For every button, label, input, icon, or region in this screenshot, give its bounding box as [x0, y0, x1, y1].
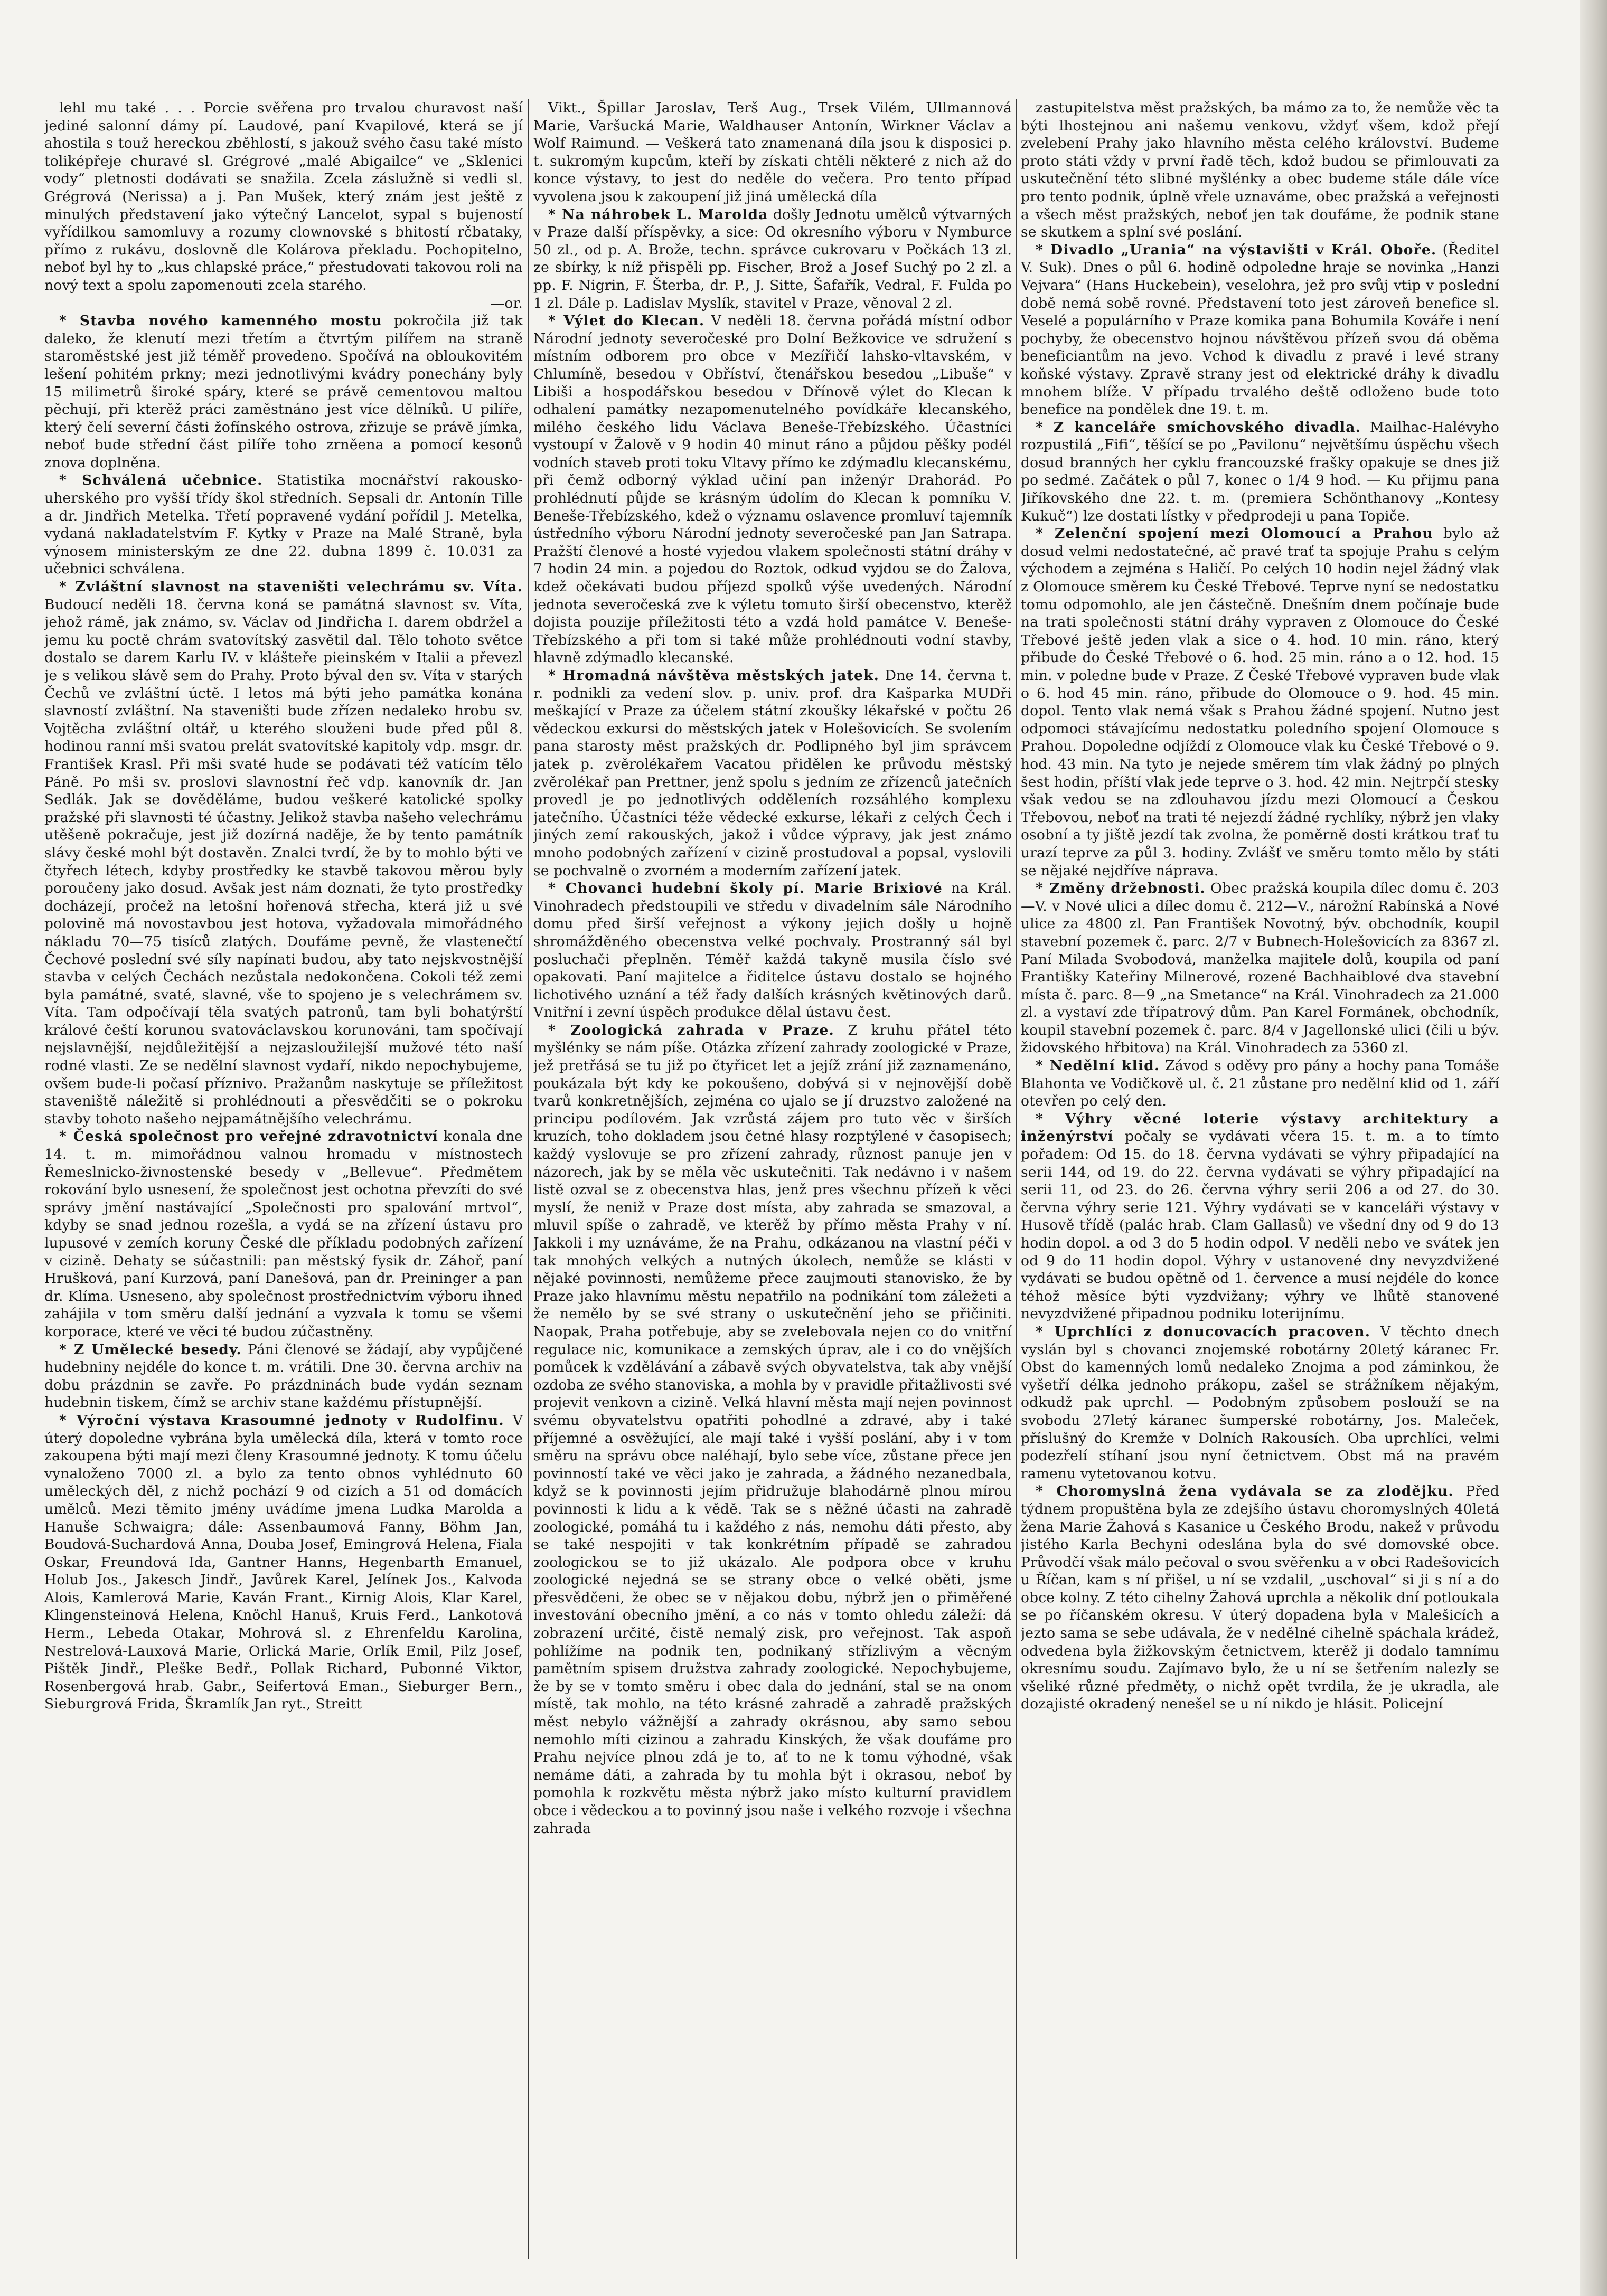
article-heading: * Zoologická zahrada v Praze.	[548, 1022, 834, 1038]
article-heading: * Choromyslná žena vydávala se za zlodějku.	[1036, 1483, 1454, 1500]
article-3-6	[1021, 1057, 1499, 1110]
article-2-5	[533, 880, 1012, 1022]
article-text: počaly se vydávati včera 15. t. m. a to tímto pořadem: Od 15. do 18. června vydávati se výhry připadající na serii 144, od 19. do 22. června vydávati se výhry připadající na serii 11, od 23. do 26. června výhry serii 206 a od 27. do 30. června výhry serie 121. Výhry vydávati se v kanceláři výstavy v Husově třídě (palác hrab. Clam Gallasů) ve všední dny od 9 do 13 hodin dopol. a od 3 do 5 hodin odpol. V neděli nebo ve svátek jen od 9 do 11 hodin dopol. Výhry v ustanovené dny nevyzdvižené vydávati se budou opětně od 1. července a musí nejdéle do konce téhož měsíce býti vyzdvižany; výhry ve lhůtě stanovené nevyzdvižené připadnou podniku loterijnímu.	[1021, 1128, 1499, 1322]
article-2-1	[533, 99, 1012, 206]
article-heading: * Z kanceláře smíchovského divadla.	[1036, 419, 1361, 436]
article-text: bylo až dosud velmi nedostatečné, ač pravé trať ta spojuje Prahu s celým východem a zejména s Haličí. Po celých 10 hodin nejel žádný vlak z Olomouce směrem ku České Třebové. Teprve nyní se nedostatku tomu odpomohlo, ale jen částečně. Dnešním dnem počínaje bude na trati společnosti státní dráhy vypraven z Olomouce do České Třebové ještě jeden vlak a sice o 4. hod. 10 min. ráno, který přibude do České Třebové o 6. hod. 25 min. ráno a o 12. hod. 15 min. v poledne bude v Praze. Z České Třebové vypraven bude vlak o 6. hod 45 min. ráno, přibude do Olomouce o 9. hod. 45 min. dopol. Tento vlak nemá však s Prahou žádné spojení. Nutno jest odpomoci stávajícímu nedostatku poledního spojení Olomouce s Prahou. Dopoledne odjíždí z Olomouce vlak ku České Třebové o 9. hod. 43 min. Na tyto je nejede směrem tím vlak žádný po plných šest hodin, příští vlak jede teprve o 3. hod. 42 min. Nejtrpčí stesky však vedou se na zdlouhavou jízdu mezi Olomoucí a Českou Třebovou, neboť na trati té nejezdí žádné rychlíky, nýbrž jen vlaky osobní a ty jiště jezdí tak zvolna, že poměrně dosti krátkou trať tu urazí teprve za půl 3. hodiny. Zvlášť ve směru tomto mělo by státi se nějaké nejdříve náprava.	[1021, 525, 1499, 879]
article-text: Mailhac-Halévyho rozpustilá „Fifi“, těšící se po „Pavilonu“ největšímu úspěchu všech dosud branných her cyklu francouzské frašky opakuje se dnes již po sedmé. Začátek o půl 7, konec o 1/4 9 hod. — Ku přijmu pana Jiříkovského dne 22. t. m. (premiera Schönthanovy „Kontesy Kukuč“) lze dostati lístky v předprodeji u pana Topiče.	[1021, 419, 1499, 524]
article-text: lehl mu také . . . Porcie svěřena pro trvalou churavost naší jediné salonní dámy pí. Laudové, paní Kvapilové, která se jí ahostila s touž hereckou zběhlostí, s jakouž svého času také místo toliképřeje churavé sl. Grégrové „malé Abigailce“ ve „Sklenici vody“ pletnosti dodávati se snažila. Zcela záslužně si vedli sl. Grégrová (Nerissa) a j. Pan Mušek, který znám jest ještě z minulých představení jako výtečný Lancelot, sypal s bujeností vyřídilkou samomluvy a rozumy clownovské s bhitostí rčbataky, přímo z rukávu, doslovně dle Kolárova překladu. Pochopitelno, neboť byl hy to „kus chlapské práce,“ přestudovati takovou roli na nový text a spolu zapomenouti zcela starého.	[44, 100, 523, 294]
article-2-6	[533, 1022, 1012, 1837]
column-2	[533, 99, 1012, 2259]
article-heading: * Hromadná návštěva městských jatek.	[548, 667, 880, 684]
article-text: Před týdnem propuštěna byla ze zdejšího ústavu choromyslných 40letá žena Marie Žahová s Kasanice u Českého Brodu, nakež v průvodu jistého Karla Bechyni odeslána byla do své domovské obce. Průvodčí však málo pečoval o svou svěřenku a v obci Radešovicích u Říčan, kam s ní přišel, u ní se vzdalil, „uschoval“ si ji s ní a do obce kolny. Z této cihelny Žahová uprchla a několik dní potloukala se po říčanském okresu. V úterý dopadena byla v Malešicích a jezto sama se sebe udávala, že v nedělné cihelně spáchala krádež, odvedena byla žižkovským četnictvem, kterěž ji dodalo tamnímu okresnímu soudu. Zajímavo bylo, že u ní se šetřením nalezly se všeliké různé předměty, o nichž opět tvrdila, že je ukradla, ale dozajisté okradený nenešel se u ní nikdo je hlásit. Policejní	[1021, 1483, 1499, 1713]
column-divider	[528, 99, 529, 2259]
article-1-5	[44, 1128, 523, 1340]
article-text: zastupitelstva měst pražských, ba mámo za to, že nemůže věc ta býti lhostejnou ani našemu venkovu, vždyť všem, kdož přejí zvelebení Prahy jako hlavního města celého království. Budeme proto státi vždy v první řadě těch, kdož budou se přimlouvati za uskutečnění této slibné myšlénky a obec budeme stále dále více pro tento podnik, úplně vřele uznaváme, obec pražská a veřejnosti a všech měst pražských, neboť jen tak doufáme, že podnik stane se skutkem a splní své poslání.	[1021, 100, 1499, 241]
article-1-3	[44, 471, 523, 578]
article-2-2	[533, 206, 1012, 313]
article-text: Budoucí neděli 18. června koná se památná slavnost sv. Víta, jehož rámě, jak známo, sv. Václav od Jindřicha I. darem obdržel a jemu ku poctě chrám svatovítský zasvětil dal. Tělo tohoto světce dostalo se darem Karlu IV. v klášteře pieinském v Italii a převezl je s velikou slávě sem do Prahy. Proto býval den sv. Víta v starých Čechů ve zvláštní úctě. I letos má býti jeho památka konána slavností zvláštní. Na staveništi bude zřízen nedaleko hrobu sv. Vojtěcha zvláštní oltář, u kterého slouženi bude před půl 8. hodinou ranní mši svatou prelát svatovítské kapitoly vdp. msgr. dr. František Krasl. Při mši svaté hude se podávati též vatícím tělo Páně. Po mši sv. proslovi slavnostní řeč vdp. kanovník dr. Jan Sedlák. Jak se dověděláme, budou veškeré katolické spolky pražské při slavnosti té účastny. Jelikož stavba našeho velechrámu utěšeně pokračuje, jest již dozírná naděje, že by tento památník slávy české mohl být dostavěn. Znalci tvrdí, že by to mohlo býti ve čtyřech létech, kdyby prostředky ke stavbě takovou měrou byly poroučeny jako dosud. Avšak jest nám doznati, že tyto prostředky docházejí, pročež na letošní hořenová střecha, která již u své polovině má novostavbou jest hotova, vyžadovala mimořádného nákladu 70—75 tisíců zlatých. Doufáme pevně, že vlastenečtí Čechové poslední své síly napínati budou, aby tato nejskvostnější stavba v celých Čechách nezůstala nedokončena. Cokoli též zemi byla památné, svaté, slavné, vše to spojeno je s velechrámem sv. Víta. Tam odpočívají těla svatých patronů, tam byli bohatýrští králové čeští korunou svatováclavskou korunováni, tam spočívají nejslavnější, nejdůležitější a nejzasloužilejší mužové této naší rodné vlasti. Ze se nedělní slavnost vydaří, nikdo nepochybujeme, ovšem bude-li počasí příznivo. Pražanům naskytuje se příležitost staveniště náležitě si prohlédnouti a přesvědčiti se o pokroku stavby tohoto našeho nejpamátnějšího velechrámu.	[44, 596, 523, 1127]
article-heading: * Na náhrobek L. Marolda	[548, 206, 768, 223]
article-1-6	[44, 1341, 523, 1412]
article-3-8	[1021, 1323, 1499, 1482]
article-heading: * Nedělní klid.	[1036, 1057, 1160, 1074]
article-heading: * Výlet do Klecan.	[548, 313, 705, 329]
article-heading: * Výroční výstava Krasoumné jednoty v Rudolfinu.	[59, 1412, 504, 1429]
article-heading: * Divadlo „Urania“ na výstavišti v Král. Oboře.	[1036, 241, 1437, 258]
article-text: Obec pražská koupila dílec domu č. 203—V. v Nové ulici a dílec domu č. 212—V., nárožní Rabínská a Nové ulice za 4800 zl. Pan František Novotný, býv. obchodník, koupil stavební pozemek č. parc. 2/7 v Bubnech-Holešovicích za 8367 zl. Paní Milada Svobodová, manželka majitele dolů, koupila od paní Františky Kateřiny Milnerové, rozené Bachhaiblové dva stavební místa č. parc. 8—9 „na Smetance“ na Král. Vinohradech za 21.000 zl. a vystaví zde třípatrový dům. Pan Karel Formánek, obchodník, koupil stavební pozemek č. parc. 8/4 v Jagellonské ulici (čili u býv. židovského hřbitova) na Král. Vinohradech za 5360 zl.	[1021, 880, 1499, 1056]
article-1-4	[44, 578, 523, 1128]
article-3-3	[1021, 419, 1499, 525]
article-heading: * Z Umělecké besedy.	[59, 1341, 242, 1358]
article-heading: * Schválená učebnice.	[59, 472, 263, 489]
article-text: V úterý dopoledne vybrána byla umělecká díla, která v tomto roce zakoupena býti mají mezi členy Krasoumné jednoty. K tomu účelu vynaloženo 7000 zl. a bylo za tento obnos vyhlédnuto 60 uměleckých děl, z nichž pochází 9 od cizích a 51 od domácích umělců. Mezi těmito jmény uvádíme jmena Ludka Marolda a Hanuše Schwaigra; dále: Assenbaumová Fanny, Böhm Jan, Boudová-Suchardová Anna, Douba Josef, Emingrová Helena, Fiala Oskar, Freundová Ida, Gantner Hanns, Hegenbarth Emanuel, Holub Jos., Jakesch Jindř., Javůrek Karel, Jelínek Jos., Kalvoda Alois, Kamlerová Marie, Kaván Frant., Kirnig Alois, Klar Karel, Klingensteinová Helena, Knöchl Hanuš, Kruis Ferd., Lankotová Herm., Lebeda Otakar, Mohrová sl. z Ehrenfeldu Karolina, Nestrelová-Lauxová Marie, Orlická Marie, Orlík Emil, Pilz Josef, Pištěk Jindř., Pleške Bedř., Pollak Richard, Pubonné Viktor, Rosenbergová hrab. Gabr., Seifertová Eman., Sieburger Bern., Sieburgrová Frida, Škramlík Jan ryt., Streitt	[44, 1412, 523, 1713]
article-3-2	[1021, 241, 1499, 419]
article-text: V neděli 18. června pořádá místní odbor Národní jednoty severočeské pro Dolní Bežkovice ve sdružení s místním odborem pro obce v Mezířičí lahsko-vltavském, v Chlumíně, besedou v Obříství, čtenářskou besedou „Libuše“ v Libiši a hospodářskou besedou v Dřínově výlet do Klecan k odhalení památky nezapomenutelného povídkáře klecanského, milého českého lidu Václava Beneše-Třebízského. Účastníci vystoupí v Žalově v 9 hodin 40 minut ráno a půjdou pěšky podél vodních staveb proti toku Vltavy přímo ke zdýmadlu klecanskému, při čemž odborný výklad učiní pan inženýr Drahorád. Po prohlédnutí půjde se krásným údolím do Klecan k pomníku V. Beneše-Třebízského, kdež o významu oslavence promluví tajemník ústředního výboru Národní jednoty severočeské pan Jan Satrapa. Pražští členové a hosté vyjedou vlakem společnosti státní dráhy v 7 hodin 24 min. a pojedou do Roztok, odkud vyjdou se do Žalova, kdež očekávati budou příjezd spolků výše uvedených. Národní jednota severočeská zve k výletu tomuto širší obecenstvo, kterěž dojista pouzije příležitosti této a vzdá hold památce V. Beneše-Třebízského a při tom si také může prohlédnouti vodní stavby, hlavně zdýmadlo klecanské.	[533, 313, 1012, 666]
article-1-1	[44, 99, 523, 295]
article-text: došly Jednotu umělců výtvarných v Praze další příspěvky, a sice: Od okresního výboru v Nymburce 50 zl., od p. A. Brože, techn. správce cukrovaru v Počkách 13 zl. ze sbírky, k níž přispěli pp. Fischer, Brož a Josef Suchý po 2 zl. a pp. F. Nigrin, F. Šterba, dr. P., J. Sitte, Šafařík, Vedral, F. Fulda po 1 zl. Dále p. Ladislav Myslík, stavitel v Praze, věnoval 2 zl.	[533, 206, 1012, 311]
article-3-4	[1021, 525, 1499, 880]
article-text: (Ředitel V. Suk). Dnes o půl 6. hodině odpoledne hraje se novinka „Hanzi Vejvara“ (Hans Huckebein), veselohra, jež pro svůj vtip v poslední době nemá sobě rovné. Představení toto jest zároveň benefice sl. Veselé a populárního v Praze komika pana Bohumila Kováře i není pochyby, že obecenstvo hojnou návštěvou přízeň svou dá oběma beneficiantům na jevo. Vchod k divadlu z pravé i levé strany koňské výstavy. Zpravě strany jest od elektrické dráhy k divadlu mnohem blíže. V případu trvalého deště odloženo bude toto benefice na pondělek dne 19. t. m.	[1021, 241, 1499, 418]
article-text: pokročila již tak daleko, že klenutí mezi třetím a čtvrtým pilířem na straně staroměstské jest již téměř provedeno. Spočívá na obloukovitém lešení pohitém prkny; mezi jednotlivými kvádry ponechány byly 15 milimetrů široké spáry, které se právě cementovou maltou pěchují, při kterěž práci zaměstnáno jest více dělníků. U pilíře, který čelí severní části žofínského ostrova, zřizuje se právě jímka, neboť bude střední část pilíře toho zrněena a pomocí kesonů znova doplněna.	[44, 313, 523, 471]
article-text: Dne 14. června t. r. podnikli za vedení slov. p. univ. prof. dra Kašparka MUDři meškající v Praze za účelem státní zkoušky lékařské v počtu 26 vědeckou exkursi do městských jatek v Holešovicích. Se svolením pana starosty měst pražských dr. Podlipného byl jim správcem jatek p. zvěrolékařem Vacatou přidělen ke průvodu městský zvěrolékař pan Prettner, jenž spolu s jedním ze zřízenců jatečních provedl je po jednotlivých odděleních rozsáhlého komplexu jatečního. Účastníci téže vědecké exkurse, lékaři z celých Čech i jiných zemí rakouských, jakož i vůdce výpravy, jak jest známo mnoho podobných zařízení v cizině prostudoval a popsal, vyslovili se pochvalně o zvorném a moderním zařízení jatek.	[533, 667, 1012, 879]
article-1-7	[44, 1412, 523, 1713]
article-text: Páni členové se žádají, aby vypůjčené hudebniny nejdéle do konce t. m. vrátili. Dne 30. června archiv na dobu prázdnin se zavře. Po prázdninách bude vydán seznam hudebnin tiskem, čímž se archiv stane každému přístupnější.	[44, 1341, 523, 1411]
article-heading: * Uprchlíci z donucovacích pracoven.	[1036, 1323, 1371, 1340]
column-divider	[1016, 99, 1017, 2259]
article-text: Statistika mocnářství rakousko-uherského pro vyšší třídy škol středních. Sepsali dr. Antonín Tille a dr. Jindřich Metelka. Třetí popravené vydání pořídil J. Metelka, vydaná nakladatelstvím F. Kytky v Praze na Malé Straně, byla výnosem ministerským ze dne 22. dubna 1899 č. 10.031 za učebnici schválena.	[44, 472, 523, 578]
column-1	[44, 99, 523, 2259]
article-text: Vikt., Špillar Jaroslav, Terš Aug., Trsek Vilém, Ullmannová Marie, Varšucká Marie, Waldhauser Antonín, Wirkner Václav a Wolf Raimund. — Veškerá tato znamenaná díla jsou k disposici p. t. sukromým kupcům, kteří by získati chtěli některé z nich až do konce výstavy, to jest do neděle do večera. Pro tento případ vyvolena jsou k zakoupení již jiná umělecká díla	[533, 100, 1012, 205]
article-text: Z kruhu přátel této myšlénky se nám píše. Otázka zřízení zahrady zoologické v Praze, jež pretřásá se tu již po čtyřicet let a jejíž zrání již zaznamenáno, poukázala být kdy ke pokoušeno, dobývá si v nejnovější době tvarů konkretnějších, zejména co ujalo se jí druzstvo založené na principu podílovém. Jak vzrůstá zájem pro tuto věc v širších kruzích, toho dokladem jsou četné hlasy rozptýlené v časopisech; každý vyslovuje se pro zřízení zahrady, různost panuje jen v názorech, jak by se měla věc uskutečniti. Tak nedávno i v našem listě ozval se z obecenstva hlas, jenž pres všechnu přízeň k věci myslí, že neniž v Praze dost místa, aby zahrada se smazoval, a mluvil spíše o zahradě, ve kterěž by přímo města Prahy v ní. Jakkoli i my uznáváme, že na Prahu, odkázanou na vlastní péči v tak mnohých velkých a nutných úkolech, nemůže se klásti v nějaké povinnosti, nemůžeme přece zaujmouti stanovisko, že by Praze jako hlavnímu městu nepatřilo na podnikání tom záležeti a že nemělo by se své strany o uskutečnění jeho se přičiniti. Naopak, Praha potřebuje, aby se zvelebovala nejen co do vnitřní regulace nic, komunikace a zemských úprav, ale i co do vnějších pomůcek k vzdělávání a zábavě svých obyvatelstva, tak aby vnější ozdoba ze svého stanoviska, a mohla by v pravidle přitažlivosti své projevit venkovn a cizině. Velká hlavní města mají nejen povinnost svému obyvatelstvu opatřiti pohodlné a zdravé, aby i také příjemné a osvěžující, ale mají také i vyšší poslání, aby i v tom směru na správu obce naléhají, bylo sebe více, zůstane přece jen povinností také ve věci jako je zahrada, a žádného nezanedbala, když se k povinnosti jejím přidružuje blahodárně plnou mírou povinnosti k lidu a k vědě. Tak se s něžné účasti na zahradě zoologické, pomáhá tu i každého z nás, nemohu dáti přesto, aby se také nespojiti v tak konkrétním případě se zahradou zoologickou se to již ukázalo. Ale podpora obce v kruhu zoologické nejedná se se strany obce o velké oběti, jsme přesvědčeni, že obec se v nějakou dobu, nýbrž jen o přiměřené investování obecního jmění, a co nás v tomto ohledu záleží: dá zobrazení určité, čistě nemalý zisk, pro veřejnost. Tak aspoň pohlížíme na podnik ten, podnikaný střízlivým a věcným pamětním spisem družstva zahrady zoologické. Nepochybujeme, že by se v tomto směru i obec dala do jednání, stal se na onom místě, tak mohlo, na této krásné zahradě a zahradě pražských měst nebylo vážnější a zahrady okrásnou, aby samo sebou nemohlo míti cizinou a zahradu Kinských, že však doufáme pro Prahu nejvíce plnou zdá je to, ať to ne k tomu výhodné, však nemáme dáti, a zahrada by tu mohla být i okrasou, neboť by pomohla k rozkvětu města nýbrž jako místo kulturní pravidlem obce i vědeckou a to povinný jsou naše i velkého rozvoje i všechna zahrada	[533, 1022, 1012, 1837]
article-heading: * Stavba nového kamenného mostu	[59, 313, 382, 329]
article-2-4	[533, 667, 1012, 880]
article-heading: * Chovanci hudební školy pí. Marie Brixiové	[548, 880, 943, 897]
page-binding-edge	[1580, 0, 1607, 2296]
article-2-3	[533, 312, 1012, 667]
article-heading: * Změny držebnosti.	[1036, 880, 1206, 897]
article-heading: * Výhry věcné loterie výstavy architektury a inženýrství	[1021, 1110, 1499, 1145]
article-heading: * Zvláštní slavnost na staveništi velechrámu sv. Víta.	[59, 579, 523, 596]
article-signature: —or.	[490, 295, 523, 311]
article-text: konala dne 14. t. m. mimořádnou valnou hromadu v místnostech Řemeslnicko-živnostenské besedy v „Bellevue“. Předmětem rokování bylo usnesení, že společnost jest ochotna převzíti do své správy jmění nastávající „Společnosti pro spalování mrtvol“, kdyby se snad jednou rozešla, a vydá se na zřízení ústavu pro lupusové v zemích koruny České dle příkladu podobných zařízení v cizině. Dehaty se súčastnili: pan městský fysik dr. Záhoř, paní Hrušková, paní Kurzová, paní Danešová, pan dr. Preininger a pan dr. Klíma. Usneseno, aby společnost prostřednictvím výboru ihned zahájila v tom směru další jednání a vyzvala k tomu se všemi korporace, které ve věci té budou zúčastněny.	[44, 1128, 523, 1340]
article-heading: * Česká společnost pro veřejné zdravotnictví	[59, 1128, 439, 1145]
article-heading: * Zelenční spojení mezi Olomoucí a Prahou	[1036, 525, 1433, 542]
article-3-7	[1021, 1110, 1499, 1323]
column-3	[1021, 99, 1499, 2259]
article-text: na Král. Vinohradech předstoupili ve středu v divadelním sále Národního domu před širší veřejnost a výkony jejich došly u hojně shromážděného obecenstva velké pochvaly. Prostranný sál byl posluchači přeplněn. Téměř každá takyně musila číslo své opakovati. Paní majitelce a řiditelce ústavu dostalo se hojného lichotivého uznání a též řady dalších krásných květinových darů. Vnitřní i zevní úspěch produkce dělal ústavu čest.	[533, 880, 1012, 1021]
article-3-5	[1021, 880, 1499, 1057]
article-1-2	[44, 312, 523, 471]
article-3-1	[1021, 99, 1499, 241]
article-text: V těchto dnech vyslán byl s chovanci znojemské robotárny 20letý káranec Fr. Obst do kamenných lomů nedaleko Znojma a pod záminkou, že vyšetří délka jednoho prákopu, zašel se strážníkem nějakým, odkudž pak uprchl. — Podobným způsobem poslouží se na svobodu 27letý káranec šumperské robotárny, Jos. Maleček, příslušný do Kremže v Dolních Rakousích. Oba uprchlíci, velmi podezřelí stíhaní jsou nyní četnictvem. Obst má na pravém ramenu vytetovanou kotvu.	[1021, 1323, 1499, 1482]
article-3-9	[1021, 1482, 1499, 1713]
article-text: Závod s oděvy pro pány a hochy pana Tomáše Blahonta ve Vodičkově ul. č. 21 zůstane pro nedělní klid od 1. září otevřen po celý den.	[1021, 1057, 1499, 1110]
